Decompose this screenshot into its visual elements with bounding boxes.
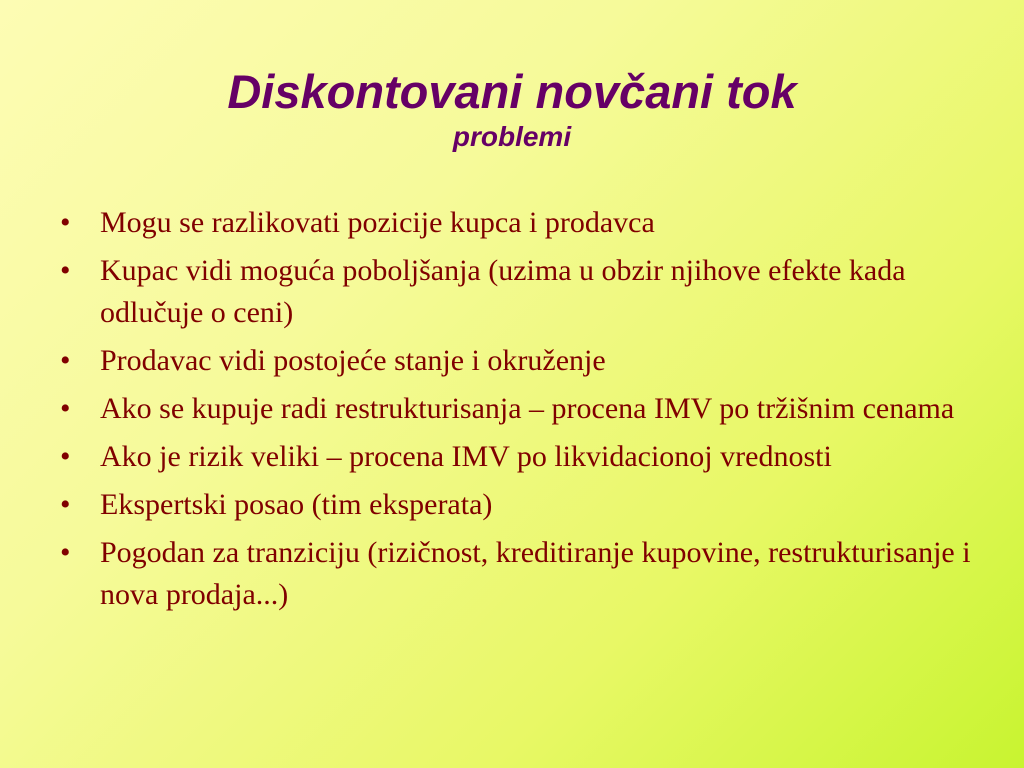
bullet-text: Kupac vidi moguća poboljšanja (uzima u obzir njihove efekte kada odlučuje o ceni) bbox=[100, 254, 906, 329]
bullet-text: Pogodan za tranziciju (rizičnost, kreditiranje kupovine, restrukturisanje i nova prodaja...) bbox=[100, 536, 971, 611]
bullet-item bbox=[56, 436, 996, 478]
bullet-item bbox=[56, 532, 996, 616]
bullet-text: Prodavac vidi postojeće stanje i okruženje bbox=[100, 344, 606, 377]
bullet-item bbox=[56, 250, 996, 334]
bullet-text: Ako je rizik veliki – procena IMV po likvidacionoj vrednosti bbox=[100, 440, 832, 473]
slide-title: Diskontovani novčani tok bbox=[227, 65, 797, 118]
slide-subtitle: problemi bbox=[452, 121, 572, 152]
bullet-marker: • bbox=[60, 206, 71, 239]
bullet-marker: • bbox=[60, 440, 71, 473]
bullet-marker: • bbox=[60, 536, 71, 569]
bullet-marker: • bbox=[60, 344, 71, 377]
bullet-item bbox=[56, 484, 996, 526]
bullet-text: Mogu se razlikovati pozicije kupca i prodavca bbox=[100, 206, 655, 239]
bullet-text: Ako se kupuje radi restrukturisanja – procena IMV po tržišnim cenama bbox=[100, 392, 955, 425]
bullet-marker: • bbox=[60, 488, 71, 521]
bullet-marker: • bbox=[60, 254, 71, 287]
bullet-item bbox=[56, 340, 996, 382]
bullet-text: Ekspertski posao (tim eksperata) bbox=[100, 488, 493, 521]
title-block bbox=[0, 64, 1024, 154]
bullet-list bbox=[56, 202, 996, 622]
bullet-item bbox=[56, 202, 996, 244]
bullet-marker: • bbox=[60, 392, 71, 425]
bullet-item bbox=[56, 388, 996, 430]
